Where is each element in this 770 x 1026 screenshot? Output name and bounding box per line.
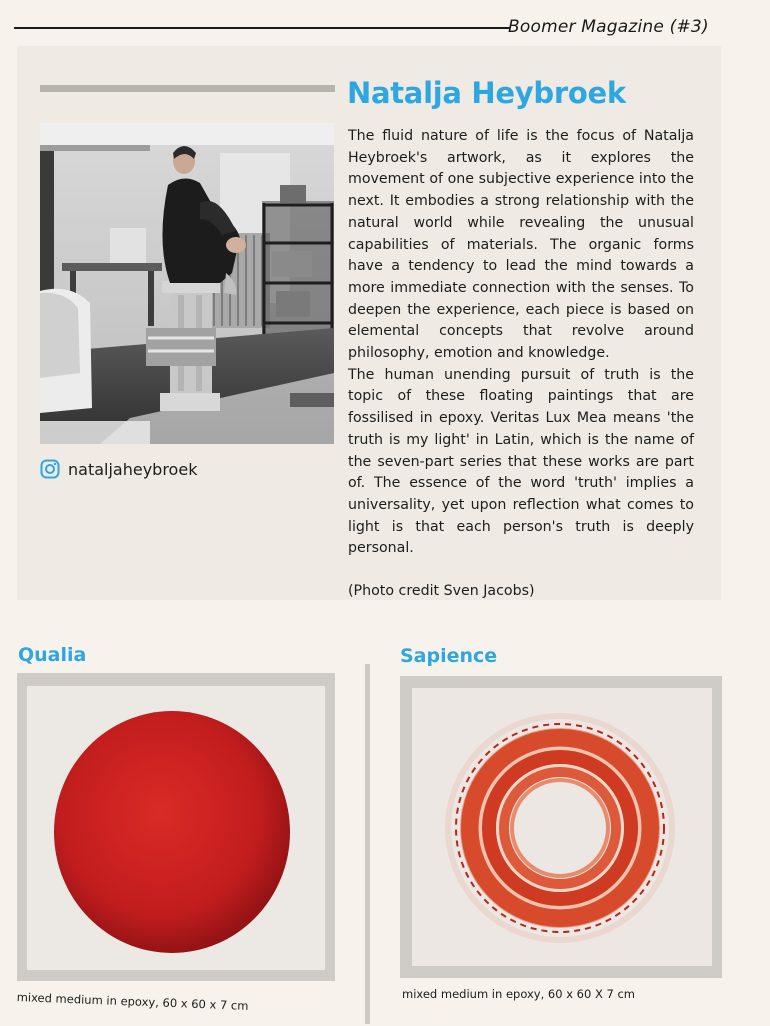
artwork-title-qualia: Qualia	[18, 644, 87, 666]
artwork-image-sapience	[412, 688, 712, 966]
red-disc-painting	[27, 686, 325, 970]
decorative-bar	[40, 85, 335, 92]
artist-name: Natalja Heybroek	[347, 76, 626, 110]
red-ring-painting	[412, 688, 712, 966]
artwork-caption-sapience: mixed medium in epoxy, 60 x 60 X 7 cm	[402, 987, 635, 1001]
artwork-image-qualia	[27, 686, 325, 970]
instagram-icon	[40, 459, 60, 479]
column-divider	[365, 664, 370, 1024]
instagram-handle: nataljaheybroek	[68, 459, 198, 479]
instagram-link[interactable]	[40, 457, 197, 481]
header-rule	[14, 27, 510, 29]
portrait-illustration	[40, 123, 334, 444]
artwork-title-sapience: Sapience	[400, 645, 498, 667]
article-body	[348, 126, 694, 603]
artist-portrait	[40, 123, 334, 444]
magazine-title: Boomer Magazine (#3)	[508, 17, 709, 37]
photo-credit: (Photo credit Sven Jacobs)	[348, 583, 535, 600]
artwork-caption-qualia: mixed medium in epoxy, 60 x 60 x 7 cm	[16, 990, 249, 1013]
article-paragraph: The human unending pursuit of truth is the topic of these floating paintings that are fossilised in epoxy. Veritas Lux Mea means 'the truth is my light' in Latin, which is the name of the seven-part series that these works are part of. The essence of the word 'truth' implies a universality, yet upon reflection what comes to light is that each person's truth is deeply personal.	[348, 366, 694, 557]
article-paragraph: The fluid nature of life is the focus of Natalja Heybroek's artwork, as it explores the movement of one subjective experience into the next. It embodies a strong relationship with the natural world while revealing the unusual capabilities of materials. The organic forms have a tendency to lead the mind towards a more immediate connection with the senses. To deepen the experience, each piece is based on elemental concepts that revolve around philosophy, emotion and knowledge.	[348, 128, 694, 362]
